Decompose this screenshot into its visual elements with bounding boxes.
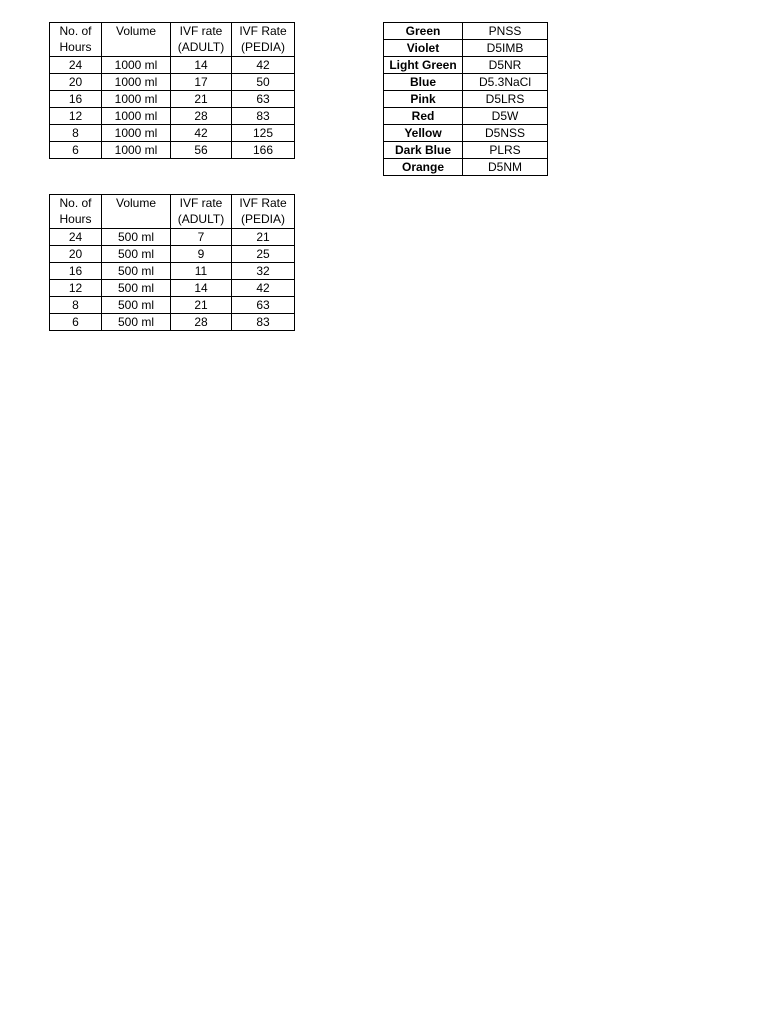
cell-adult-rate: 28 (171, 108, 232, 125)
cell-volume: 500 ml (102, 314, 171, 331)
cell-adult-rate: 28 (171, 314, 232, 331)
table-row (384, 40, 548, 57)
cell-solution: PLRS (463, 142, 548, 159)
header-volume: Volume (102, 195, 171, 229)
cell-hours: 20 (50, 74, 102, 91)
header-ivf-adult: IVF rate (ADULT) (171, 23, 232, 57)
table-row (50, 74, 295, 91)
table-row (50, 229, 295, 246)
cell-adult-rate: 9 (171, 246, 232, 263)
cell-pedia-rate: 50 (232, 74, 295, 91)
table-row (50, 142, 295, 159)
cell-color: Blue (384, 74, 463, 91)
cell-adult-rate: 56 (171, 142, 232, 159)
table-row (50, 57, 295, 74)
table-row (50, 246, 295, 263)
cell-pedia-rate: 32 (232, 263, 295, 280)
table-row (384, 74, 548, 91)
table-row (384, 125, 548, 142)
cell-adult-rate: 17 (171, 74, 232, 91)
cell-adult-rate: 14 (171, 57, 232, 74)
header-ivf-pedia: IVF Rate (PEDIA) (232, 195, 295, 229)
cell-solution: D5IMB (463, 40, 548, 57)
cell-color: Green (384, 23, 463, 40)
cell-color: Red (384, 108, 463, 125)
cell-color: Violet (384, 40, 463, 57)
cell-pedia-rate: 125 (232, 125, 295, 142)
cell-solution: PNSS (463, 23, 548, 40)
cell-volume: 500 ml (102, 263, 171, 280)
cell-hours: 16 (50, 91, 102, 108)
table-row (50, 91, 295, 108)
table-row (50, 280, 295, 297)
header-ivf-adult: IVF rate (ADULT) (171, 195, 232, 229)
cell-volume: 500 ml (102, 229, 171, 246)
table-row (384, 108, 548, 125)
cell-hours: 24 (50, 57, 102, 74)
ivf-rate-table-500ml (49, 194, 295, 331)
cell-pedia-rate: 42 (232, 57, 295, 74)
cell-pedia-rate: 83 (232, 108, 295, 125)
cell-solution: D5NR (463, 57, 548, 74)
cell-solution: D5W (463, 108, 548, 125)
cell-hours: 12 (50, 280, 102, 297)
header-volume: Volume (102, 23, 171, 57)
cell-hours: 12 (50, 108, 102, 125)
cell-volume: 1000 ml (102, 142, 171, 159)
cell-color: Yellow (384, 125, 463, 142)
header-hours: No. of Hours (50, 23, 102, 57)
cell-solution: D5.3NaCl (463, 74, 548, 91)
table-row (384, 159, 548, 176)
table-row (384, 91, 548, 108)
cell-adult-rate: 21 (171, 297, 232, 314)
cell-volume: 1000 ml (102, 125, 171, 142)
cell-pedia-rate: 83 (232, 314, 295, 331)
cell-color: Pink (384, 91, 463, 108)
header-ivf-pedia: IVF Rate (PEDIA) (232, 23, 295, 57)
cell-solution: D5NSS (463, 125, 548, 142)
cell-color: Light Green (384, 57, 463, 74)
cell-solution: D5LRS (463, 91, 548, 108)
cell-hours: 8 (50, 125, 102, 142)
table-row (50, 263, 295, 280)
cell-pedia-rate: 166 (232, 142, 295, 159)
table-row (384, 23, 548, 40)
cell-volume: 500 ml (102, 246, 171, 263)
table-header-row (50, 23, 295, 57)
ivf-rate-table-1000ml (49, 22, 295, 159)
cell-adult-rate: 21 (171, 91, 232, 108)
cell-adult-rate: 14 (171, 280, 232, 297)
table-row (50, 125, 295, 142)
cell-pedia-rate: 42 (232, 280, 295, 297)
color-code-table (383, 22, 548, 176)
cell-pedia-rate: 25 (232, 246, 295, 263)
cell-color: Dark Blue (384, 142, 463, 159)
cell-pedia-rate: 21 (232, 229, 295, 246)
cell-hours: 6 (50, 142, 102, 159)
table-row (50, 108, 295, 125)
table-row (384, 142, 548, 159)
header-hours: No. of Hours (50, 195, 102, 229)
cell-volume: 500 ml (102, 297, 171, 314)
cell-hours: 20 (50, 246, 102, 263)
table-row (50, 314, 295, 331)
cell-solution: D5NM (463, 159, 548, 176)
cell-hours: 8 (50, 297, 102, 314)
cell-volume: 1000 ml (102, 74, 171, 91)
cell-hours: 24 (50, 229, 102, 246)
cell-volume: 1000 ml (102, 91, 171, 108)
cell-hours: 6 (50, 314, 102, 331)
table-row (384, 57, 548, 74)
cell-volume: 500 ml (102, 280, 171, 297)
cell-color: Orange (384, 159, 463, 176)
table-row (50, 297, 295, 314)
table-header-row (50, 195, 295, 229)
cell-pedia-rate: 63 (232, 91, 295, 108)
cell-adult-rate: 11 (171, 263, 232, 280)
cell-hours: 16 (50, 263, 102, 280)
cell-volume: 1000 ml (102, 108, 171, 125)
cell-volume: 1000 ml (102, 57, 171, 74)
cell-adult-rate: 42 (171, 125, 232, 142)
cell-adult-rate: 7 (171, 229, 232, 246)
cell-pedia-rate: 63 (232, 297, 295, 314)
